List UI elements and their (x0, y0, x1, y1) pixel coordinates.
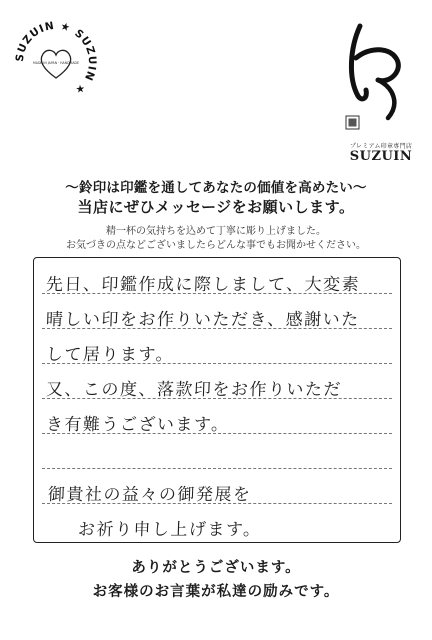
closing-thanks: ありがとうございます。 (131, 559, 301, 576)
logo-ring-text: SUZUIN ★ SUZUIN ★ (14, 20, 98, 98)
page-title: 当店にぜひメッセージをお願いします。 (77, 198, 355, 216)
message-line: お祈り申し上げます。 (77, 520, 262, 540)
suzuin-circle-logo (14, 20, 98, 104)
message-line: 又、この度、落款印をお作りいただ (45, 380, 343, 400)
message-box (33, 257, 401, 543)
svg-text:SUZUIN ★ SUZUIN ★ (14, 20, 98, 97)
note-line: 精一杯の気持ちを込めて丁寧に彫り上げました。 (106, 226, 326, 237)
line-rule (42, 468, 392, 469)
message-line: 晴しい印をお作りいただき、感謝いた (45, 310, 361, 330)
closing-message: お客様のお言葉が私達の励みです。 (92, 583, 340, 600)
note-line: お気づきの点などございましたらどんな事でもお聞かせください。 (66, 240, 366, 251)
brand-subtitle: プレミアム印章専門店 (349, 143, 413, 150)
message-line: 御貴社の益々の御発展を (47, 485, 252, 505)
message-line: き有難うございます。 (45, 415, 230, 435)
logo-inner-text: MADE IN JAPAN · HANDMADE (33, 61, 79, 65)
message-line: して居ります。 (45, 345, 175, 365)
tagline: ～鈴印は印鑑を通してあなたの価値を高めたい～ (65, 180, 367, 196)
brand-name: SUZUIN (349, 149, 413, 164)
message-line: 先日、印鑑作成に際しまして、大変素 (45, 275, 361, 295)
